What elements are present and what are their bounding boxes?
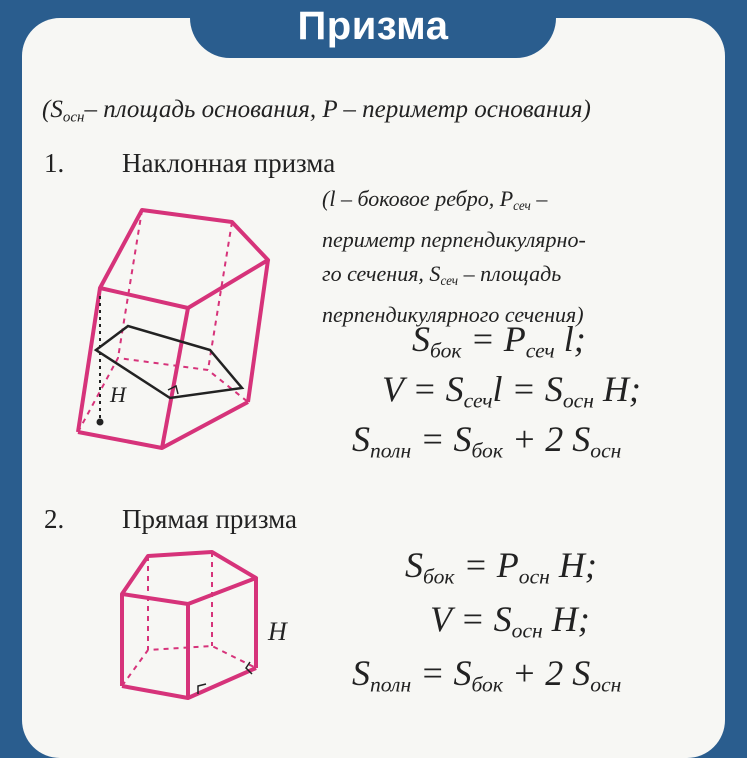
section2-total-area-formula: $S_{полн} = S_{бок} + 2$ $S_{осн}$ [352, 653, 622, 697]
section1-lateral-area-formula: $S_{бок} = P_{сеч}$ l; [412, 319, 586, 363]
section1-heading: Наклонная призма [122, 148, 336, 178]
page-title: Призма [297, 4, 449, 48]
height-foot-point [97, 419, 104, 426]
oblique-hidden-bottom-edges [78, 358, 248, 432]
section2-volume-formula: $V = S_{осн}$ H; [430, 599, 590, 643]
oblique-edge-right [248, 260, 268, 402]
right-prism-figure [122, 552, 256, 698]
section1-volume-formula: $V = S_{сеч}l = S_{осн}$ H; [382, 369, 641, 413]
section1-total-area-formula: $S_{полн} = S_{бок} + 2$ $S_{осн}$ [352, 419, 622, 463]
right-top-face [122, 552, 256, 604]
section2-number: 2. [44, 504, 65, 534]
section1-description: (l – боковое ребро, $P_{сеч}$ – периметр перпендикулярно- го сечения, $S_{сеч}$ – площадь перпендикулярного сечения) [322, 186, 586, 327]
notation-note: ($S_{осн}-$ площадь основания, P – периметр основания) [42, 96, 591, 126]
oblique-top-face [100, 210, 268, 308]
section1-number: 1. [44, 148, 65, 178]
oblique-height-label: H [110, 382, 126, 407]
section2-lateral-area-formula: $S_{бок} = P_{осн}$ H; [405, 545, 597, 589]
oblique-edge-front [162, 308, 188, 448]
right-height-label: H [268, 617, 287, 646]
section2-heading: Прямая призма [122, 504, 298, 534]
